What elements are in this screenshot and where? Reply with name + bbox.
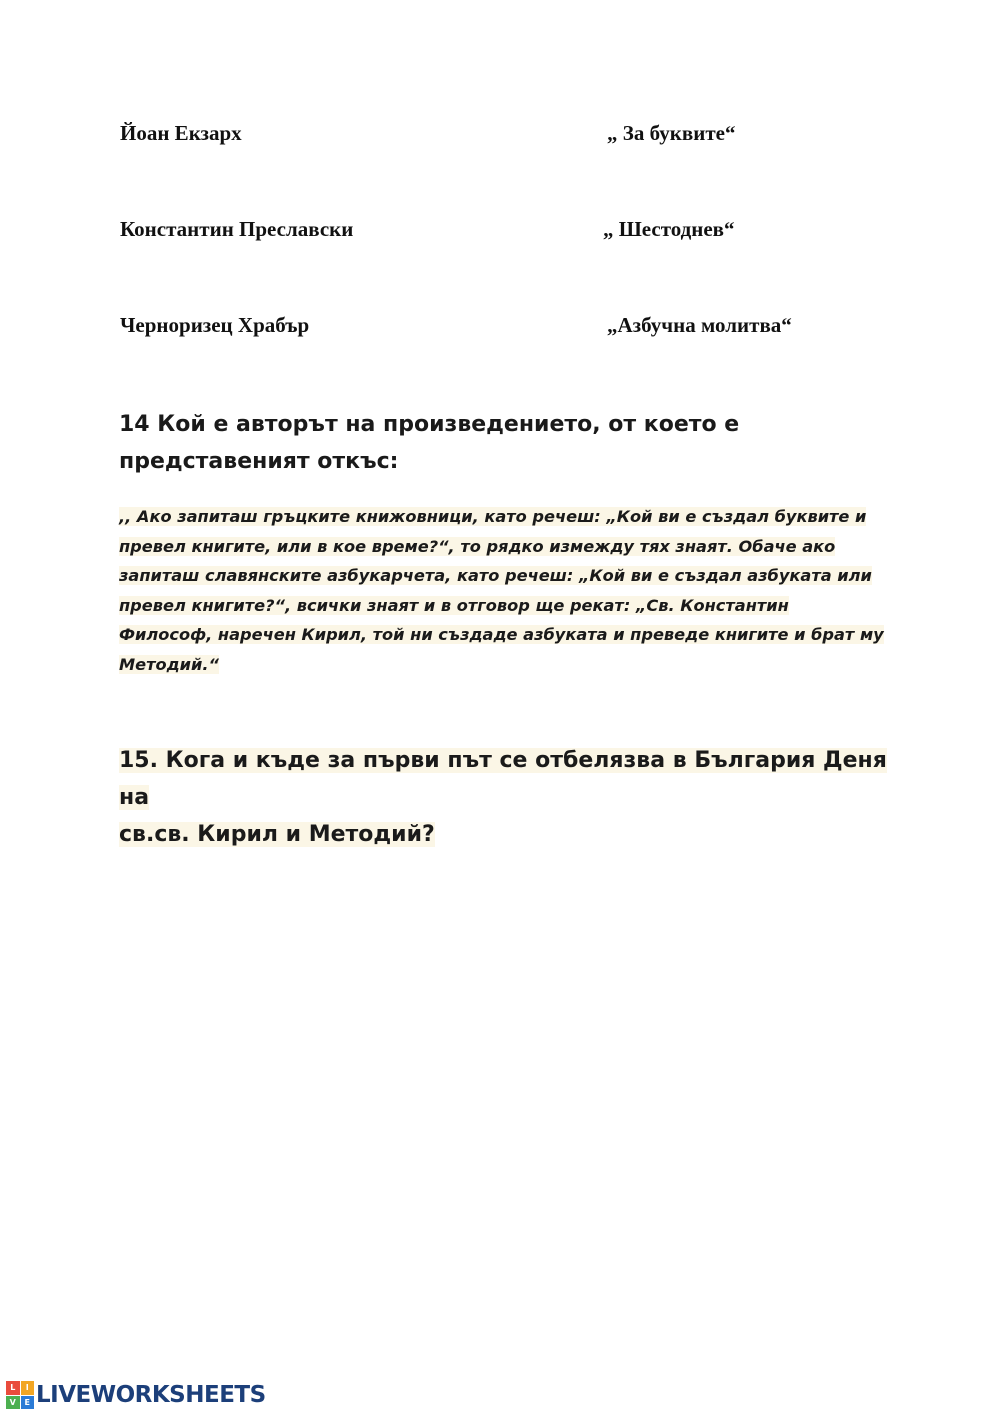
liveworksheets-logo-text: LIVEWORKSHEETS xyxy=(36,1382,266,1408)
liveworksheets-logo[interactable] xyxy=(6,1379,266,1411)
quote-line: превел книгите, или в кое време?“, то рядко измежду тях знаят. Обаче ако xyxy=(119,536,836,556)
author-chernorizets-hrabar: Черноризец Храбър xyxy=(120,313,310,337)
author-ioan-ekzarh: Йоан Екзарх xyxy=(120,121,242,145)
work-azbuchna-molitva: „Азбучна молитва“ xyxy=(607,313,792,337)
quote-line: Методий.“ xyxy=(119,654,219,674)
quote-line: превел книгите?“, всички знаят и в отговор ще рекат: „Св. Константин xyxy=(119,595,789,615)
quote-line: запиташ славянските азбукарчета, като речеш: „Кой ви е създал азбуката или xyxy=(119,566,872,585)
question-15-heading xyxy=(119,742,899,853)
badge-letter: L xyxy=(6,1381,20,1395)
author-konstantin-preslavski: Константин Преславски xyxy=(120,217,354,241)
badge-letter: E xyxy=(21,1396,35,1410)
liveworksheets-badge-icon xyxy=(6,1381,34,1409)
question-15-line: св.св. Кирил и Методий? xyxy=(119,822,435,847)
quote-line: ,, Ако запиташ гръцките книжовници, като речеш: „Кой ви е създал буквите и xyxy=(119,507,867,526)
work-za-bukvite: „ За буквите“ xyxy=(607,121,736,145)
question-15-line: 15. Кога и къде за първи път се отбелязва в България Деня на xyxy=(119,748,887,810)
quote-excerpt xyxy=(119,502,899,679)
work-shestodnev: „ Шестоднев“ xyxy=(603,217,735,241)
badge-letter: I xyxy=(21,1381,35,1395)
quote-line: Философ, наречен Кирил, той ни създаде азбуката и преведе книгите и брат му xyxy=(119,625,884,644)
question-14-heading: 14 Кой е авторът на произведението, от което е представеният откъс: xyxy=(119,412,740,474)
badge-letter: V xyxy=(6,1396,20,1410)
